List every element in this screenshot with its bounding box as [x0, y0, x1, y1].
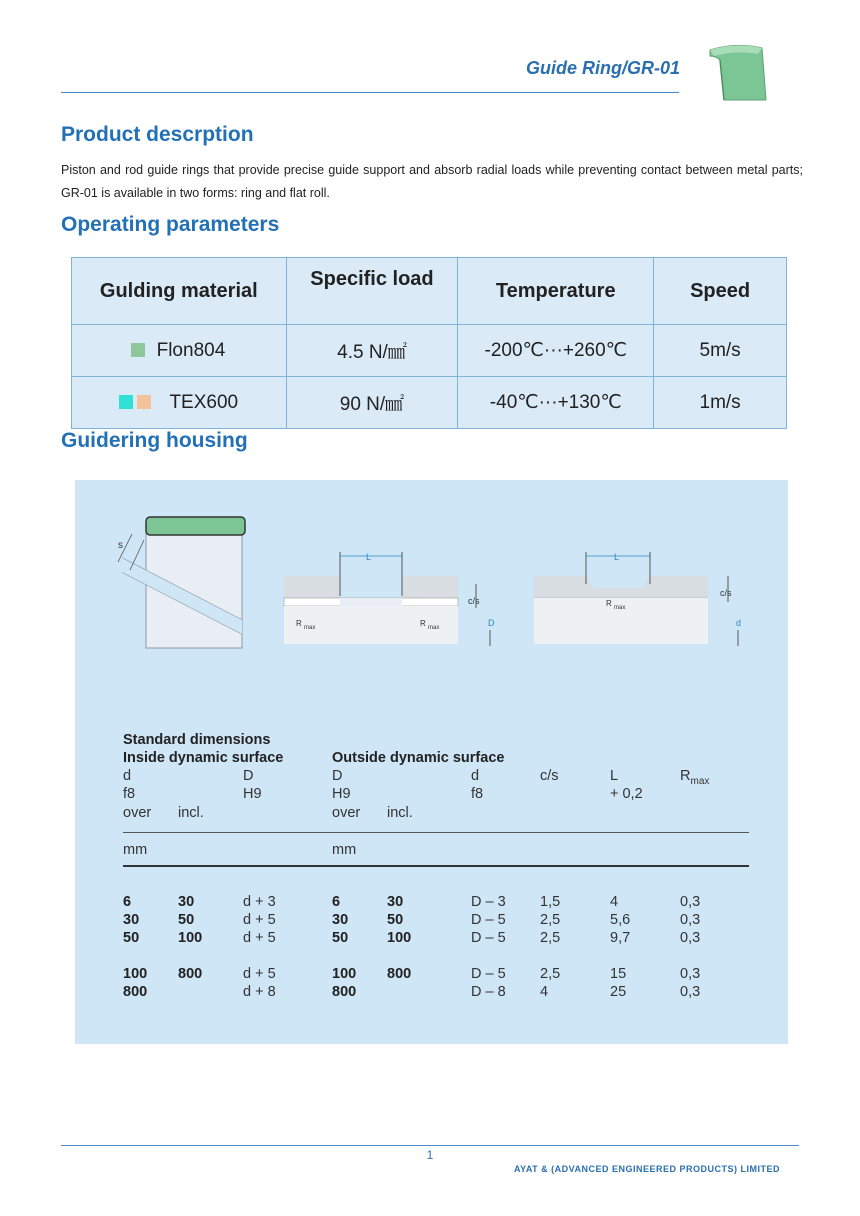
page-number: 1: [426, 1148, 434, 1162]
dims-cell: 100: [178, 930, 203, 946]
dims-cell: 25: [610, 984, 627, 1000]
label-cs: c/s: [468, 596, 480, 606]
dims-cell: 4: [610, 894, 619, 910]
header-divider: [61, 92, 679, 93]
dims-inside-title: Inside dynamic surface: [123, 750, 284, 766]
dims-col-d: d: [123, 768, 132, 784]
color-swatch: [137, 395, 151, 409]
dims-col-d: d: [471, 768, 480, 784]
dims-cell: 2,5: [540, 912, 561, 928]
speed-cell: 1m/s: [654, 377, 787, 429]
header-load: Specific load: [286, 258, 458, 325]
header-speed: Speed: [654, 258, 787, 325]
dims-cell: 1,5: [540, 894, 561, 910]
dims-tol-L: + 0,2: [610, 786, 643, 802]
dims-cell: 6: [123, 894, 132, 910]
dims-tol-f8: f8: [471, 786, 484, 802]
material-name: Flon804: [156, 339, 226, 361]
load-cell: 90 N/㎟: [286, 377, 458, 429]
operating-parameters-table: [71, 257, 787, 429]
dims-incl: incl.: [178, 805, 204, 821]
dims-cell: 9,7: [610, 930, 631, 946]
speed-cell: 5m/s: [654, 325, 787, 377]
dims-cell: 30: [178, 894, 195, 910]
dims-cell: 0,3: [680, 984, 701, 1000]
section-title-product: Product descrption: [61, 123, 254, 146]
dims-col-cs: c/s: [540, 768, 559, 784]
material-cell: [72, 325, 287, 377]
label-rmax: R: [420, 619, 426, 628]
dims-cell: D – 3: [471, 894, 506, 910]
product-description: Piston and rod guide rings that provide precise guide support and absorb radial loads while preventing contact between metal parts; GR-01 is available in two forms: ring and flat roll.: [61, 163, 803, 200]
color-swatch: [131, 343, 145, 357]
dims-cell: D – 8: [471, 984, 506, 1000]
dims-cell: D – 5: [471, 966, 506, 982]
color-swatch: [119, 395, 133, 409]
section-title-housing: Guidering housing: [61, 429, 248, 452]
dims-cell: 30: [123, 912, 140, 928]
dims-divider: [123, 865, 749, 867]
dims-cell: d + 5: [243, 930, 276, 946]
company-name: AYAT & (ADVANCED ENGINEERED PRODUCTS) LIMITED: [513, 1164, 780, 1174]
label-L: L: [614, 552, 620, 562]
dims-divider: [123, 832, 749, 833]
dims-tol-f8: f8: [123, 786, 136, 802]
dims-cell: 100: [123, 966, 148, 982]
dims-cell: 50: [332, 930, 349, 946]
outside-groove-diagram: [280, 548, 510, 653]
dims-cell: 6: [332, 894, 341, 910]
dims-cell: 0,3: [680, 894, 701, 910]
dims-over: over: [332, 805, 361, 821]
header-material: Gulding material: [72, 258, 287, 325]
dims-cell: 2,5: [540, 966, 561, 982]
dims-cell: 5,6: [610, 912, 631, 928]
dims-col-rmax: $R_{max}$: [680, 768, 710, 787]
dims-cell: 100: [387, 930, 412, 946]
label-rmax: R: [606, 599, 612, 608]
table-row: [72, 377, 787, 429]
header-title: Guide Ring/GR-01: [525, 58, 680, 78]
dims-unit: mm: [123, 842, 148, 858]
dims-cell: 50: [123, 930, 140, 946]
dims-col-L: L: [610, 768, 619, 784]
material-name: TEX600: [169, 391, 239, 413]
label-cs: c/s: [720, 588, 732, 598]
footer-divider: [61, 1145, 799, 1146]
dims-cell: D – 5: [471, 930, 506, 946]
header-temperature: Temperature: [458, 258, 654, 325]
dims-over: over: [123, 805, 152, 821]
dims-cell: 800: [178, 966, 203, 982]
dims-cell: 4: [540, 984, 549, 1000]
dims-cell: d + 3: [243, 894, 276, 910]
label-rmax-sub: max: [304, 625, 316, 631]
label-rmax-sub: max: [428, 625, 440, 631]
dims-cell: 15: [610, 966, 627, 982]
dims-cell: 2,5: [540, 930, 561, 946]
table-header-row: [72, 258, 787, 325]
dims-cell: 800: [123, 984, 148, 1000]
dims-unit: mm: [332, 842, 357, 858]
inside-groove-diagram: [530, 548, 760, 653]
dims-cell: 0,3: [680, 912, 701, 928]
dims-incl: incl.: [387, 805, 413, 821]
ring-cut-diagram: [110, 510, 260, 650]
dims-cell: d + 5: [243, 912, 276, 928]
label-d: d: [736, 618, 742, 628]
dims-cell: 800: [332, 984, 357, 1000]
guide-ring-icon: [706, 44, 768, 102]
temperature-cell: -200℃···+260℃: [458, 325, 654, 377]
dims-tol-H9: H9: [243, 786, 262, 802]
dims-cell: 50: [387, 912, 404, 928]
table-row: [72, 325, 787, 377]
dims-cell: 30: [332, 912, 349, 928]
load-cell: 4.5 N/㎟: [286, 325, 458, 377]
dims-cell: 100: [332, 966, 357, 982]
housing-panel: [75, 480, 788, 1044]
dims-cell: d + 5: [243, 966, 276, 982]
dims-cell: 800: [387, 966, 412, 982]
dims-outside-title: Outside dynamic surface: [332, 750, 505, 766]
dims-cell: 0,3: [680, 930, 701, 946]
label-L: L: [366, 552, 372, 562]
dims-cell: 50: [178, 912, 195, 928]
material-cell: [72, 377, 287, 429]
label-s: s: [118, 540, 123, 551]
label-D: D: [488, 618, 495, 628]
dims-title: Standard dimensions: [123, 732, 271, 748]
dims-cell: 30: [387, 894, 404, 910]
label-rmax-sub: max: [614, 605, 626, 611]
label-rmax: R: [296, 619, 302, 628]
dims-col-D: D: [332, 768, 343, 784]
section-title-operating: Operating parameters: [61, 213, 280, 236]
dims-cell: D – 5: [471, 912, 506, 928]
temperature-cell: -40℃···+130℃: [458, 377, 654, 429]
dims-col-D: D: [243, 768, 254, 784]
dims-tol-H9: H9: [332, 786, 351, 802]
dims-cell: 0,3: [680, 966, 701, 982]
dims-cell: d + 8: [243, 984, 276, 1000]
